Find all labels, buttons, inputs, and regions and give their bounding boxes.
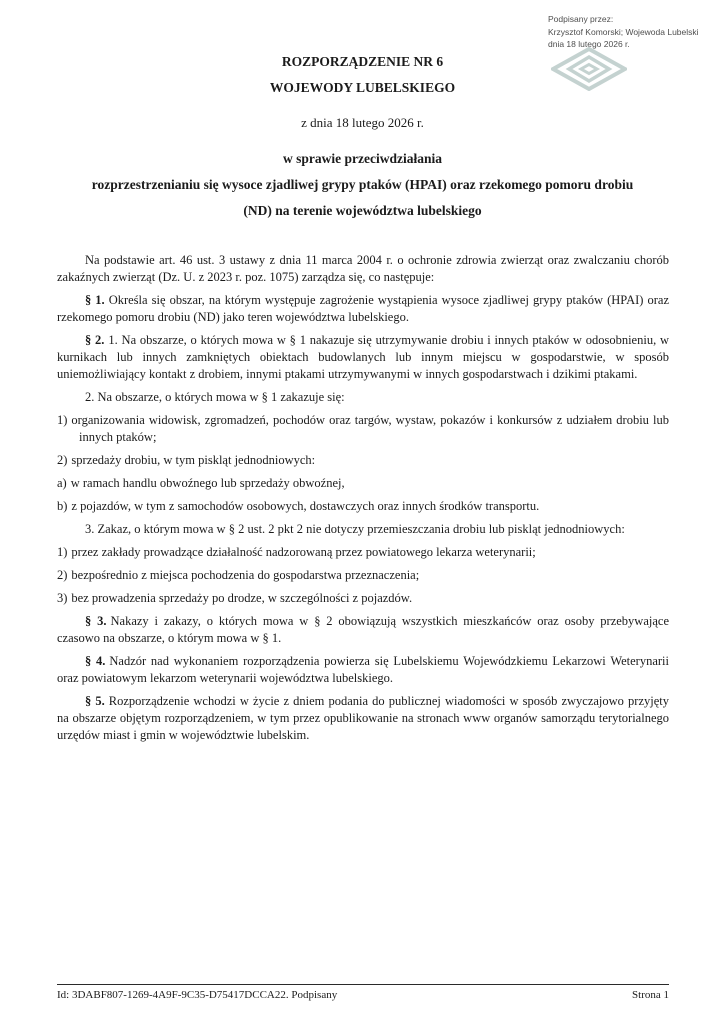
list-item: [57, 567, 669, 584]
sub-item-letter: b): [57, 499, 68, 513]
paragraph-legal-basis: Na podstawie art. 46 ust. 3 ustawy z dnia 11 marca 2004 r. o ochronie zdrowia zwierząt oraz zwalczaniu chorób zakaźnych zwierząt (Dz. U. z 2023 r. poz. 1075) zarządza się, co następuje:: [57, 253, 669, 284]
section-3-text: Nakazy i zakazy, o których mowa w § 2 obowiązują wszystkich mieszkańców oraz osoby przebywające czasowo na obszarze, o którym mowa w § 1.: [57, 614, 670, 645]
list-item-text: sprzedaży drobiu, w tym piskląt jednodniowych:: [71, 453, 316, 467]
list-item-number: 2): [57, 568, 68, 582]
list-item-number: 1): [57, 545, 68, 559]
section-2-text: 1. Na obszarze, o których mowa w § 1 nakazuje się utrzymywanie drobiu i innych ptaków w odosobnieniu, w kurnikach lub innych zamkniętych obiektach budowlanych lub innym miejscu w gospodarstwie, w sposób uniemożliwiający kontakt z drobiem, innymi ptakami utrzymywanymi w innych gospodarstwach i dzikimi ptakami.: [57, 333, 669, 381]
document-date: z dnia 18 lutego 2026 r.: [301, 115, 424, 130]
document-title-line2: WOJEWODY LUBELSKIEGO: [269, 80, 456, 95]
sub-item-letter: a): [57, 476, 67, 490]
section-5: [57, 693, 669, 744]
document-subject-line3: (ND) na terenie województwa lubelskiego: [243, 203, 482, 218]
section-1-marker: § 1.: [85, 293, 105, 307]
section-5-text: Rozporządzenie wchodzi w życie z dniem podania do publicznej wiadomości w sposób zwyczajowo przyjęty na obszarze objętym rozporządzeniem, w tym przez opublikowanie na stronach www organów samorządu terytorialnego urzędów miast i gmin w województwie lubelskim.: [57, 694, 670, 742]
page-number: Strona 1: [632, 989, 669, 1001]
sub-item-text: z pojazdów, w tym z samochodów osobowych, dostawczych oraz innych środków transportu.: [71, 499, 540, 513]
list-sub-item: [57, 475, 669, 492]
section-2-ust-2: 2. Na obszarze, o których mowa w § 1 zakazuje się:: [85, 390, 345, 404]
section-4-text: Nadzór nad wykonaniem rozporządzenia powierza się Lubelskiemu Wojewódzkiemu Lekarzowi Weterynarii oraz powiatowym lekarzom weterynarii województwa lubelskiego.: [57, 654, 669, 685]
document-subject-line1: w sprawie przeciwdziałania: [283, 151, 442, 166]
section-1: [57, 292, 669, 326]
list-item: [57, 590, 669, 607]
list-item-number: 1): [57, 413, 68, 427]
document-subject-line2: rozprzestrzenianiu się wysoce zjadliwej grypy ptaków (HPAI) oraz rzekomego pomoru drobiu: [91, 177, 634, 192]
section-4-marker: § 4.: [85, 654, 106, 668]
signature-block: [548, 13, 720, 51]
list-item-number: 3): [57, 591, 68, 605]
section-2-marker: § 2.: [85, 333, 105, 347]
signature-line-1: Podpisany przez:: [548, 14, 614, 24]
section-5-marker: § 5.: [85, 694, 105, 708]
list-item: [57, 452, 669, 469]
document-body: [57, 252, 669, 750]
list-item-text: organizowania widowisk, zgromadzeń, pochodów oraz targów, wystaw, pokazów i konkursów z udziałem drobiu lub innych ptaków;: [71, 413, 669, 444]
list-item: [57, 544, 669, 561]
signature-line-3: dnia 18 lutego 2026 r.: [548, 39, 630, 49]
section-1-text: Określa się obszar, na którym występuje zagrożenie wystąpienia wysoce zjadliwej grypy ptaków (HPAI) oraz rzekomego pomoru drobiu (ND) jako teren województwa lubelskiego.: [57, 293, 670, 324]
page-footer: [57, 984, 669, 1001]
sub-item-text: w ramach handlu obwoźnego lub sprzedaży obwoźnej,: [70, 476, 345, 490]
list-item-text: bez prowadzenia sprzedaży po drodze, w szczególności z pojazdów.: [71, 591, 413, 605]
list-item: [57, 412, 669, 446]
list-item-text: bezpośrednio z miejsca pochodzenia do gospodarstwa przeznaczenia;: [71, 568, 420, 582]
list-sub-item: [57, 498, 669, 515]
signature-line-2: Krzysztof Komorski; Wojewoda Lubelski: [548, 26, 699, 37]
document-id: Id: 3DABF807-1269-4A9F-9C35-D75417DCCA22. Podpisany: [57, 989, 338, 1001]
section-2: [57, 332, 669, 383]
section-2-ust-3: 3. Zakaz, o którym mowa w § 2 ust. 2 pkt 2 nie dotyczy przemieszczania drobiu lub piskląt jednodniowych:: [85, 522, 625, 536]
document-title-line1: ROZPORZĄDZENIE NR 6: [281, 54, 444, 69]
section-4: [57, 653, 669, 687]
list-item-number: 2): [57, 453, 68, 467]
section-3: [57, 613, 669, 647]
list-item-text: przez zakłady prowadzące działalność nadzorowaną przez powiatowego lekarza weterynarii;: [71, 545, 536, 559]
section-3-marker: § 3.: [85, 614, 107, 628]
